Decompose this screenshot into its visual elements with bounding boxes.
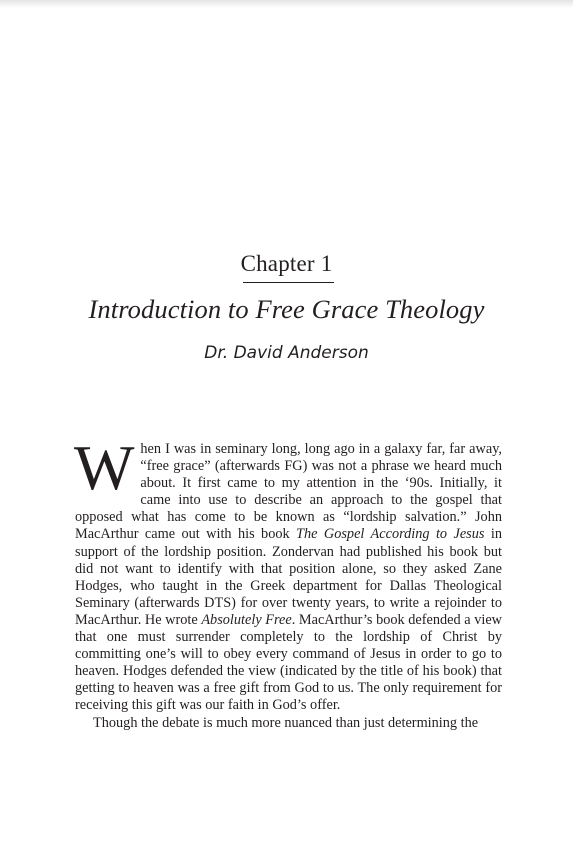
chapter-author: Dr. David Anderson — [204, 343, 369, 363]
text-run: hen I was in seminary long, long ago in a galaxy far, far away, “free grace” (afterwards FG) was not a phrase we heard much about. It first came to my attention in the ‘90s. Initially, it came into use to describe an approach to the gospel that opposed what has come to be known as “lordship salvation.” John MacArthur came out with his book — [75, 441, 502, 543]
chapter-underline — [243, 282, 334, 283]
text-run: in support of the lordship position. Zondervan had published his book but did not want to identify with that position alone, so they asked Zane Hodges, who taught in the Greek department for Dallas Theological Seminary (afterwards DTS) for over twenty years, to write a rejoinder to MacArthur. He wrote — [75, 526, 502, 628]
paragraph-2: Though the debate is much more nuanced than just determining the — [93, 714, 479, 731]
chapter-title: Introduction to Free Grace Theology — [88, 294, 485, 324]
chapter-number: Chapter 1 — [240, 251, 333, 276]
paragraph-1 — [74, 432, 503, 715]
paragraph-1-text — [74, 432, 503, 714]
book-title: The Gospel According to Jesus — [296, 526, 485, 543]
body-text — [74, 432, 503, 732]
book-title: Absolutely Free — [201, 611, 292, 628]
drop-cap: W — [74, 432, 135, 503]
page-top-shadow — [0, 0, 573, 8]
text-run: . MacArthur’s book defended a view that one must surrender completely to the lordship of Christ by committing one’s will to obey every command of Jesus in order to go to heaven. Hodges defended the view (indicated by the title of his book) that getting to heaven was a free gift from God to us. The only requirement for receiving this gift was our faith in God’s offer. — [75, 611, 503, 714]
